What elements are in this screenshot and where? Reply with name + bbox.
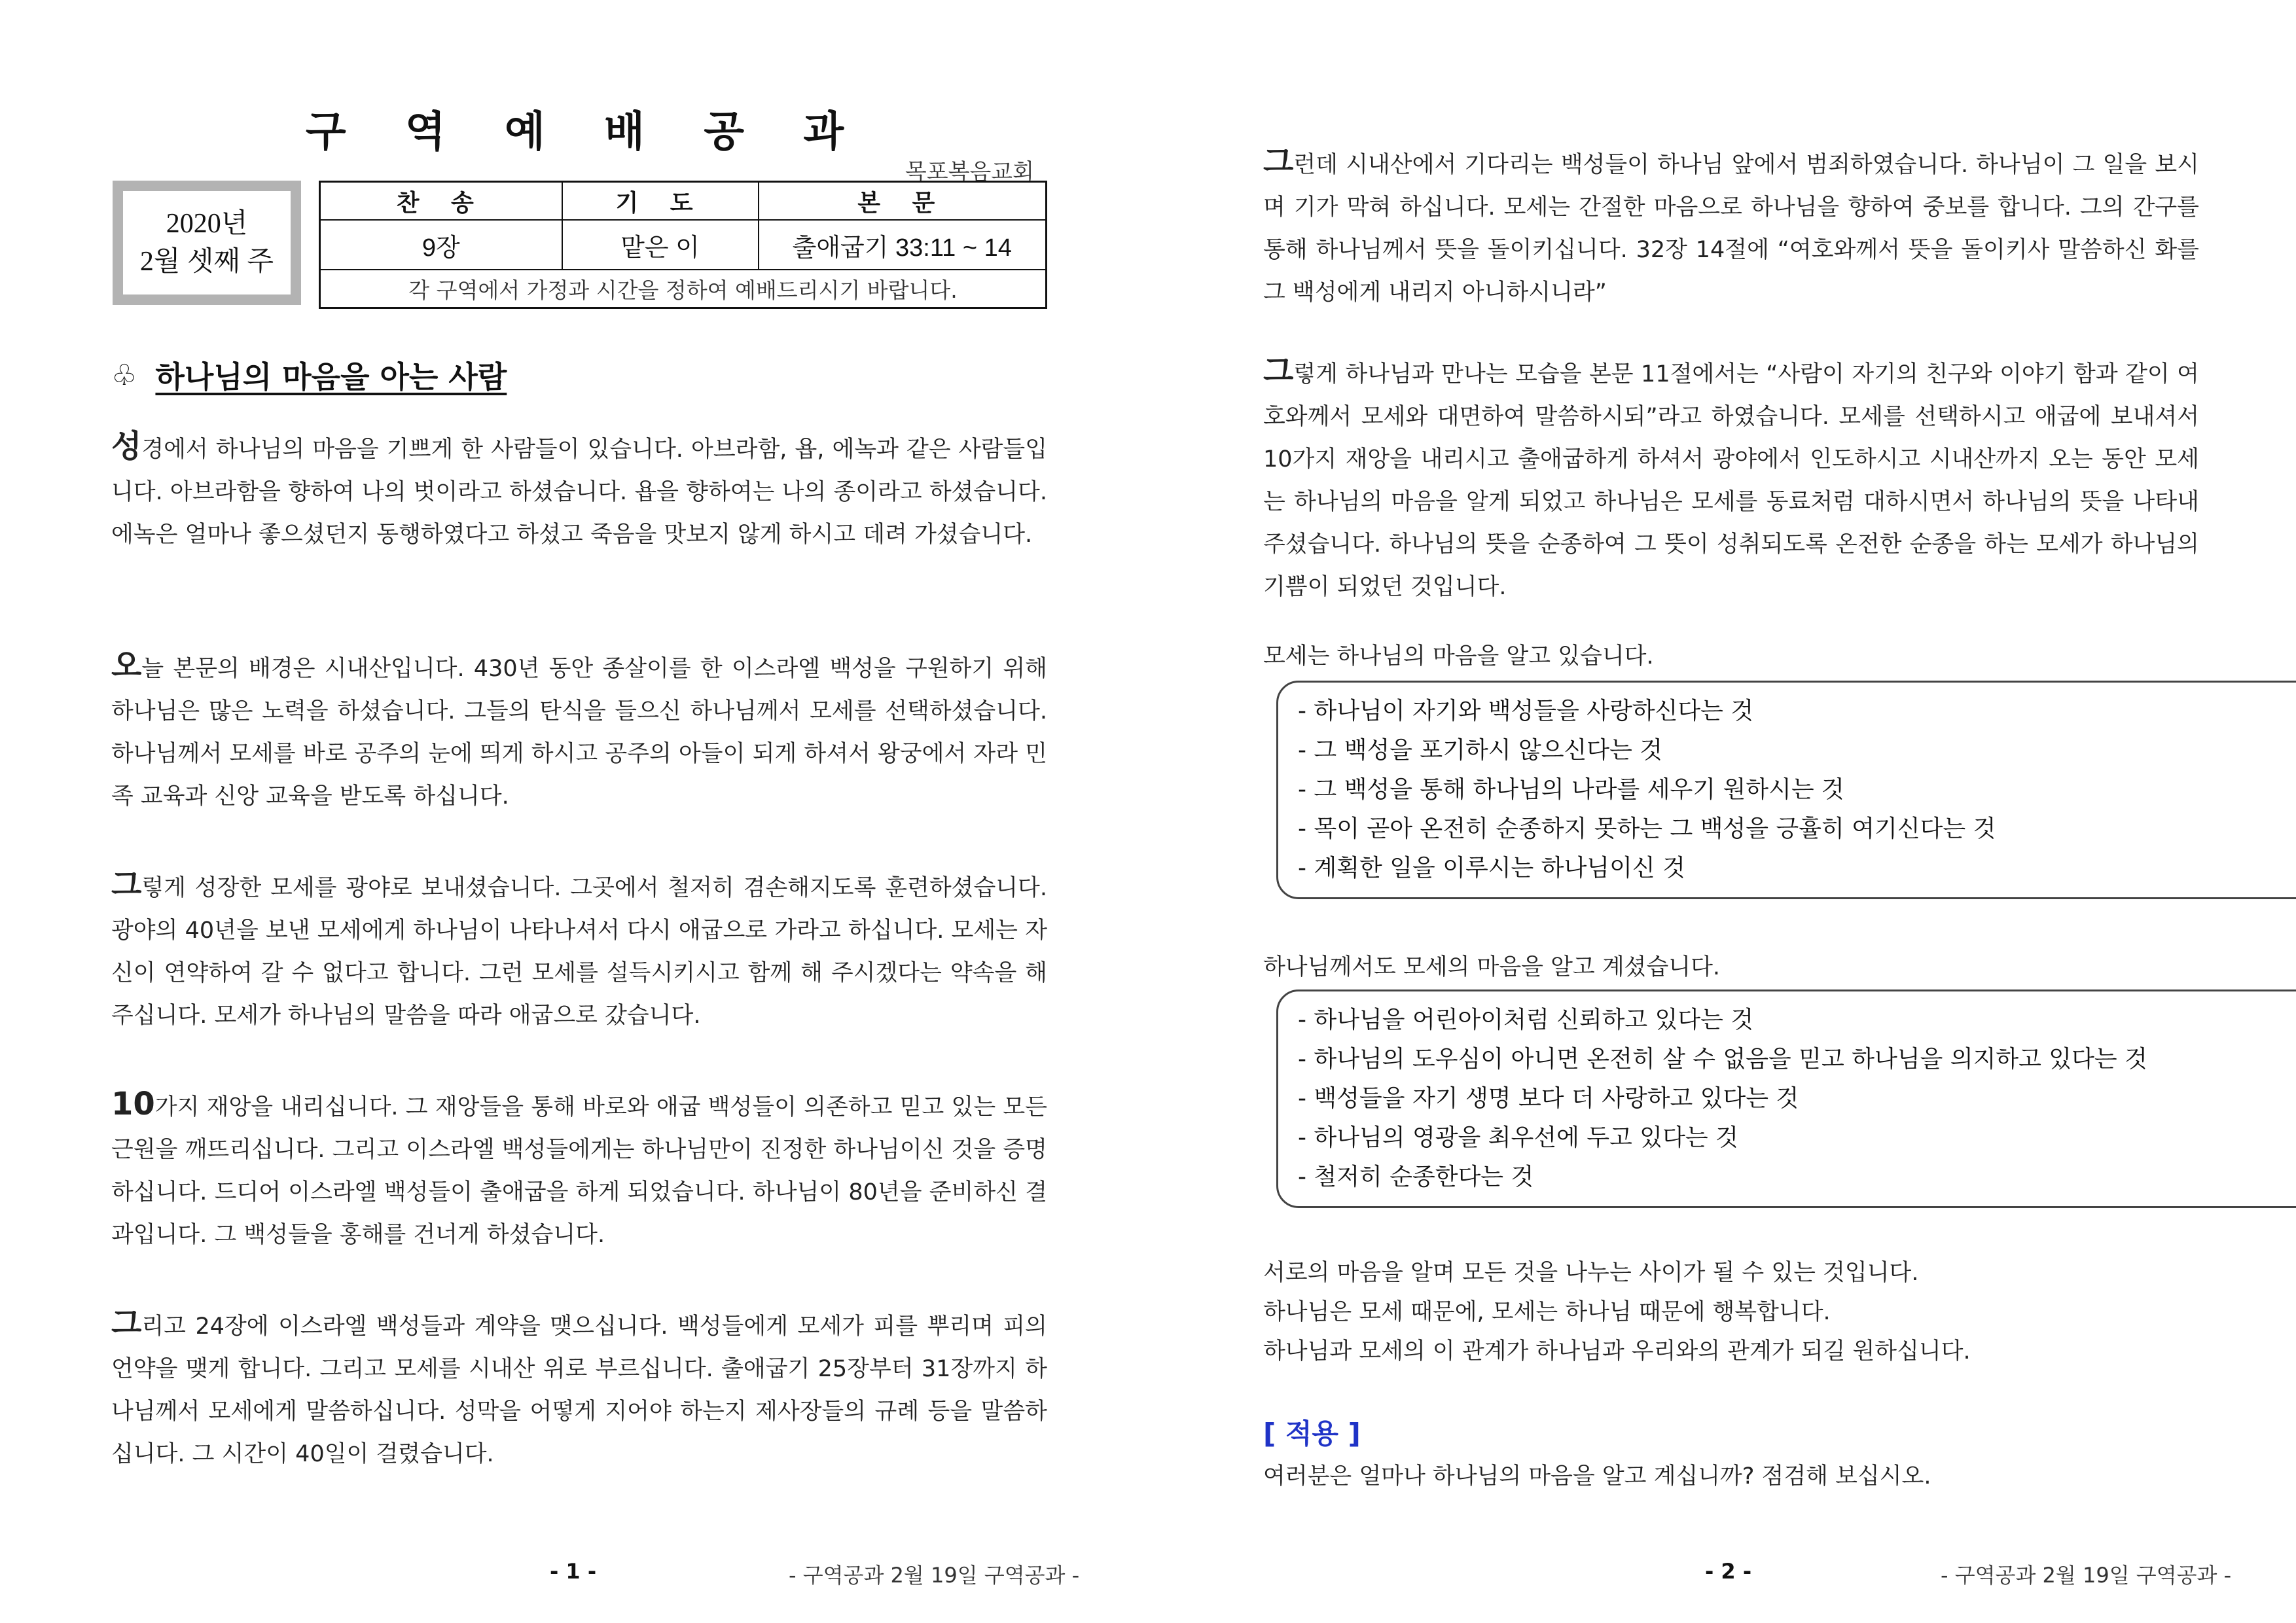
paragraph	[111, 864, 1047, 1037]
week-box	[113, 181, 301, 305]
list-item: - 하나님을 어린아이처럼 신뢰하고 있다는 것	[1298, 1007, 1754, 1033]
moses-knows-text: 모세는 하나님의 마음을 알고 있습니다.	[1263, 643, 1654, 669]
paragraph	[111, 1083, 1047, 1257]
clover-icon: ♧	[111, 358, 137, 392]
paragraph-text: 렇게 성장한 모세를 광야로 보내셨습니다. 그곳에서 철저히 겸손해지도록 훈련하셨습니다. 광야의 40년을 보낸 모세에게 하나님이 나타나셔서 다시 애굽으로 가라고 하십니다. 모세는 자신이 연약하여 갈 수 없다고 합니다. 그런 모세를 설득시키시고 함께 해 주시겠다는 약속을 해 주십니다. 모세가 하나님의 말씀을 따라 애굽으로 갔습니다.	[111, 875, 1047, 1029]
moses-knows-box	[1276, 681, 2296, 899]
paragraph-text: 늘 본문의 배경은 시내산입니다. 430년 동안 종살이를 한 이스라엘 백성을 구원하기 위해 하나님은 많은 노력을 하셨습니다. 그들의 탄식을 들으신 하나님께서 모세를 선택하셨습니다. 하나님께서 모세를 바로 공주의 눈에 띄게 하시고 공주의 아들이 되게 하셔서 왕궁에서 자라 민족 교육과 신앙 교육을 받도록 하십니다.	[111, 656, 1047, 810]
page-number: - 1 -	[550, 1559, 597, 1584]
value-prayer: 맡은 이	[562, 220, 759, 270]
paragraph	[111, 425, 1047, 556]
conclusion-line: 하나님은 모세 때문에, 모세는 하나님 때문에 행복합니다.	[1263, 1299, 1831, 1325]
value-scripture: 출애굽기 33:11 ~ 14	[759, 220, 1047, 270]
list-item: - 백성들을 자기 생명 보다 더 사랑하고 있다는 것	[1298, 1085, 1799, 1112]
paragraph-text: 렇게 하나님과 만나는 모습을 본문 11절에서는 “사람이 자기의 친구와 이야기 함과 같이 여호와께서 모세와 대면하여 말씀하시되”라고 하였습니다. 모세를 선택하시고 애굽에 보내셔서 10가지 재앙을 내리시고 출애굽하게 하셔서 광야에서 인도하시고 시내산까지 오는 동안 모세는 하나님의 마음을 알게 되었고 하나님은 모세를 동료처럼 대하시면서 하나님의 뜻을 나타내 주셨습니다. 하나님의 뜻을 순종하여 그 뜻이 성취되도록 온전한 순종을 하는 모세가 하나님의 기쁨이 되었던 것입니다.	[1263, 361, 2199, 600]
table-value-row	[320, 220, 1047, 270]
list-item: - 그 백성을 통해 하나님의 나라를 세우기 원하시는 것	[1298, 776, 1844, 803]
week-label: 2월 셋째 주	[139, 247, 274, 277]
table-header-row	[320, 182, 1047, 221]
god-knows-text: 하나님께서도 모세의 마음을 알고 계셨습니다.	[1263, 954, 1721, 980]
conclusion	[1263, 1253, 1971, 1371]
document-title: 구 역 예 배 공 과	[305, 108, 867, 156]
apply-text: 여러분은 얼마나 하나님의 마음을 알고 계십니까? 점검해 보십시오.	[1263, 1463, 1931, 1489]
week-year: 2020년	[166, 209, 248, 239]
paragraph-text: 경에서 하나님의 마음을 기쁘게 한 사람들이 있습니다. 아브라함, 욥, 에녹과 같은 사람들입니다. 아브라함을 향하여 나의 벗이라고 하셨습니다. 욥을 향하여는 나의 종이라고 하셨습니다. 에녹은 얼마나 좋으셨던지 동행하였다고 하셨고 죽음을 맛보지 않게 하시고 데려 가셨습니다.	[111, 437, 1047, 548]
list-item: - 하나님의 영광을 최우선에 두고 있다는 것	[1298, 1124, 1738, 1151]
list-item: - 계획한 일을 이루시는 하나님이신 것	[1298, 855, 1685, 882]
drop-cap: 10	[111, 1086, 155, 1122]
list-item: - 하나님이 자기와 백성들을 사랑하신다는 것	[1298, 698, 1754, 724]
list-item: - 목이 곧아 온전히 순종하지 못하는 그 백성을 긍휼히 여기신다는 것	[1298, 815, 1996, 842]
value-hymn: 9장	[320, 220, 562, 270]
page-footer: - 구역공과 2월 19일 구역공과 -	[1941, 1563, 2232, 1588]
paragraph	[1263, 141, 2199, 314]
paragraph-text: 런데 시내산에서 기다리는 백성들이 하나님 앞에서 범죄하였습니다. 하나님이 그 일을 보시며 기가 막혀 하십니다. 모세는 간절한 마음으로 하나님을 향하여 중보를 합니다. 그의 간구를 통해 하나님께서 뜻을 돌이키십니다. 32장 14절에 “여호와께서 뜻을 돌이키사 말씀하신 화를 그 백성에게 내리지 아니하시니라”	[1263, 152, 2199, 306]
section-title: 하나님의 마음을 아는 사람	[155, 359, 507, 395]
drop-cap: 그	[1263, 143, 1294, 180]
drop-cap: 그	[1263, 353, 1294, 389]
table-note-row	[320, 270, 1047, 308]
list-item: - 그 백성을 포기하시 않으신다는 것	[1298, 737, 1663, 764]
conclusion-line: 하나님과 모세의 이 관계가 하나님과 우리와의 관계가 되길 원하십니다.	[1263, 1338, 1971, 1364]
section-heading	[111, 353, 507, 397]
worship-info-table	[319, 181, 1047, 309]
paragraph-text: 가지 재앙을 내리십니다. 그 재앙들을 통해 바로와 애굽 백성들이 의존하고 믿고 있는 모든 근원을 깨뜨리십니다. 그리고 이스라엘 백성들에게는 하나님만이 진정한 하나님이신 것을 증명하십니다. 드디어 이스라엘 백성들이 출애굽을 하게 되었습니다. 하나님이 80년을 준비하신 결과입니다. 그 백성들을 홍해를 건너게 하셨습니다.	[111, 1094, 1047, 1248]
paragraph	[111, 645, 1047, 818]
drop-cap: 그	[111, 866, 142, 903]
table-note: 각 구역에서 가정과 시간을 정하여 예배드리시기 바랍니다.	[320, 270, 1047, 308]
apply-heading: [ 적용 ]	[1263, 1418, 1361, 1450]
paragraph	[1263, 350, 2199, 609]
drop-cap: 성	[111, 428, 142, 465]
list-item: - 하나님의 도우심이 아니면 온전히 살 수 없음을 믿고 하나님을 의지하고 있다는 것	[1298, 1046, 2147, 1073]
page-number: - 2 -	[1705, 1559, 1752, 1584]
church-name: 목포복음교회	[905, 159, 1034, 185]
drop-cap: 그	[111, 1305, 142, 1342]
conclusion-line: 서로의 마음을 알며 모든 것을 나누는 사이가 될 수 있는 것입니다.	[1263, 1260, 1919, 1286]
page-footer: - 구역공과 2월 19일 구역공과 -	[789, 1563, 1080, 1588]
list-item: - 철저히 순종한다는 것	[1298, 1164, 1534, 1190]
header-scripture: 본 문	[759, 182, 1047, 221]
drop-cap: 오	[111, 647, 142, 684]
paragraph-text: 리고 24장에 이스라엘 백성들과 계약을 맺으십니다. 백성들에게 모세가 피를 뿌리며 피의 언약을 맺게 합니다. 그리고 모세를 시내산 위로 부르십니다. 출애굽기 25장부터 31장까지 하나님께서 모세에게 말씀하십니다. 성막을 어떻게 지어야 하는지 제사장들의 규례 등을 말씀하십니다. 그 시간이 40일이 걸렸습니다.	[111, 1313, 1047, 1467]
god-knows-box	[1276, 990, 2296, 1208]
header-prayer: 기 도	[562, 182, 759, 221]
header-hymn: 찬 송	[320, 182, 562, 221]
paragraph	[111, 1302, 1047, 1476]
